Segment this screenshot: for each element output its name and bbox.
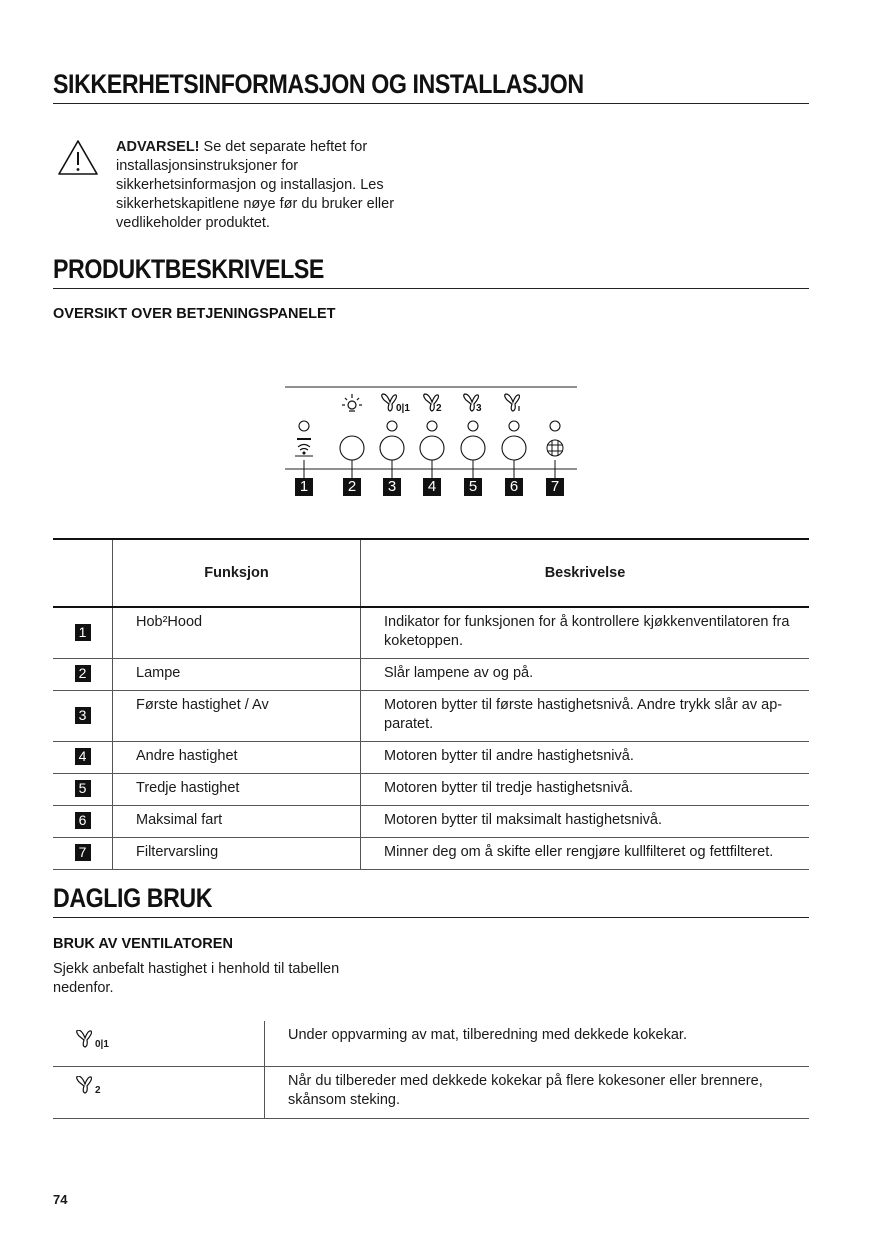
intro-paragraph: Sjekk anbefalt hastighet i henhold til tabellen nedenfor.	[53, 961, 340, 996]
row-function: Filtervarsling	[113, 838, 361, 870]
table-row	[53, 742, 809, 774]
divider	[53, 288, 809, 289]
row-number: 1	[75, 624, 91, 641]
row-number: 5	[75, 780, 91, 797]
fan-speed-0-1-icon	[382, 394, 397, 411]
fan-speed-0-1-icon	[75, 1031, 109, 1050]
row-description: Slår lampene av og på.	[361, 659, 810, 691]
row-description: Motoren bytter til maksimalt hastighetsnivå.	[361, 806, 810, 838]
table-row	[53, 659, 809, 691]
row-description: Motoren bytter til tredje hastighetsnivå.	[361, 774, 810, 806]
panel-number: 2	[343, 478, 361, 496]
hob2hood-icon	[295, 439, 313, 456]
warning-label: ADVARSEL!	[116, 139, 200, 155]
fan-speed-label: 3	[476, 403, 482, 414]
row-description: Motoren bytter til andre hastighetsnivå.	[361, 742, 810, 774]
warning-paragraph	[116, 138, 396, 233]
section-title-product: PRODUKTBESKRIVELSE	[53, 254, 324, 284]
table-row	[53, 1067, 809, 1119]
divider	[53, 103, 809, 104]
row-description: Indikator for funksjonen for å kontrollere kjøkkenventilatoren fra koketoppen.	[361, 607, 810, 659]
table-header: Funksjon	[113, 539, 361, 607]
row-function: Maksimal fart	[113, 806, 361, 838]
row-function: Hob²Hood	[113, 607, 361, 659]
subtitle-fan-usage: BRUK AV VENTILATOREN	[53, 936, 233, 952]
lamp-icon	[342, 394, 362, 411]
table-row	[53, 691, 809, 742]
subtitle-panel-overview: OVERSIKT OVER BETJENINGSPANELET	[53, 306, 336, 322]
fan-speed-label: 2	[436, 403, 442, 414]
panel-number: 7	[546, 478, 564, 496]
filter-icon	[547, 440, 563, 456]
panel-number: 5	[464, 478, 482, 496]
fan-speed-label: 2	[95, 1085, 101, 1096]
fan-speed-label: 0|1	[95, 1039, 109, 1050]
row-number: 6	[75, 812, 91, 829]
indicator-leds	[299, 421, 560, 431]
row-function: Lampe	[113, 659, 361, 691]
table-header: Beskrivelse	[361, 539, 810, 607]
warning-triangle-icon	[57, 139, 99, 176]
row-function: Tredje hastighet	[113, 774, 361, 806]
row-function: Andre hastighet	[113, 742, 361, 774]
table-row	[53, 774, 809, 806]
row-number: 2	[75, 665, 91, 682]
table-row	[53, 607, 809, 659]
row-number: 7	[75, 844, 91, 861]
warning-text: Se det separate heftet for installasjonsinstruksjoner for sikkerhetsinformasjon og installasjon. Les sikkerhetskapitlene nøye før du bruker eller vedlikeholder produktet.	[116, 139, 395, 231]
row-description: Minner deg om å skifte eller rengjøre kullfilteret og fettfilteret.	[361, 838, 810, 870]
panel-number: 3	[383, 478, 401, 496]
fan-speed-2-icon	[75, 1077, 101, 1096]
function-table	[53, 538, 809, 870]
panel-number: 4	[423, 478, 441, 496]
speed-table	[53, 1021, 809, 1119]
row-description: Motoren bytter til første hastighetsnivå. Andre trykk slår av ap-paratet.	[361, 691, 810, 742]
fan-speed-label: 0|1	[396, 403, 410, 414]
row-function: Første hastighet / Av	[113, 691, 361, 742]
panel-buttons	[340, 436, 526, 460]
table-header-row	[53, 539, 809, 607]
table-row	[53, 806, 809, 838]
section-title-daily-use: DAGLIG BRUK	[53, 883, 213, 913]
speed-description: Under oppvarming av mat, tilberedning med dekkede kokekar.	[265, 1021, 810, 1067]
table-row	[53, 838, 809, 870]
speed-description: Når du tilbereder med dekkede kokekar på flere kokesoner eller brennere, skånsom steking.	[265, 1067, 810, 1119]
panel-number: 6	[505, 478, 523, 496]
page-number: 74	[53, 1192, 68, 1207]
row-number: 3	[75, 707, 91, 724]
table-row	[53, 1021, 809, 1067]
section-title-safety: SIKKERHETSINFORMASJON OG INSTALLASJON	[53, 69, 584, 99]
fan-boost-icon	[505, 394, 520, 411]
row-number: 4	[75, 748, 91, 765]
table-header	[53, 539, 113, 607]
panel-number: 1	[295, 478, 313, 496]
divider	[53, 917, 809, 918]
